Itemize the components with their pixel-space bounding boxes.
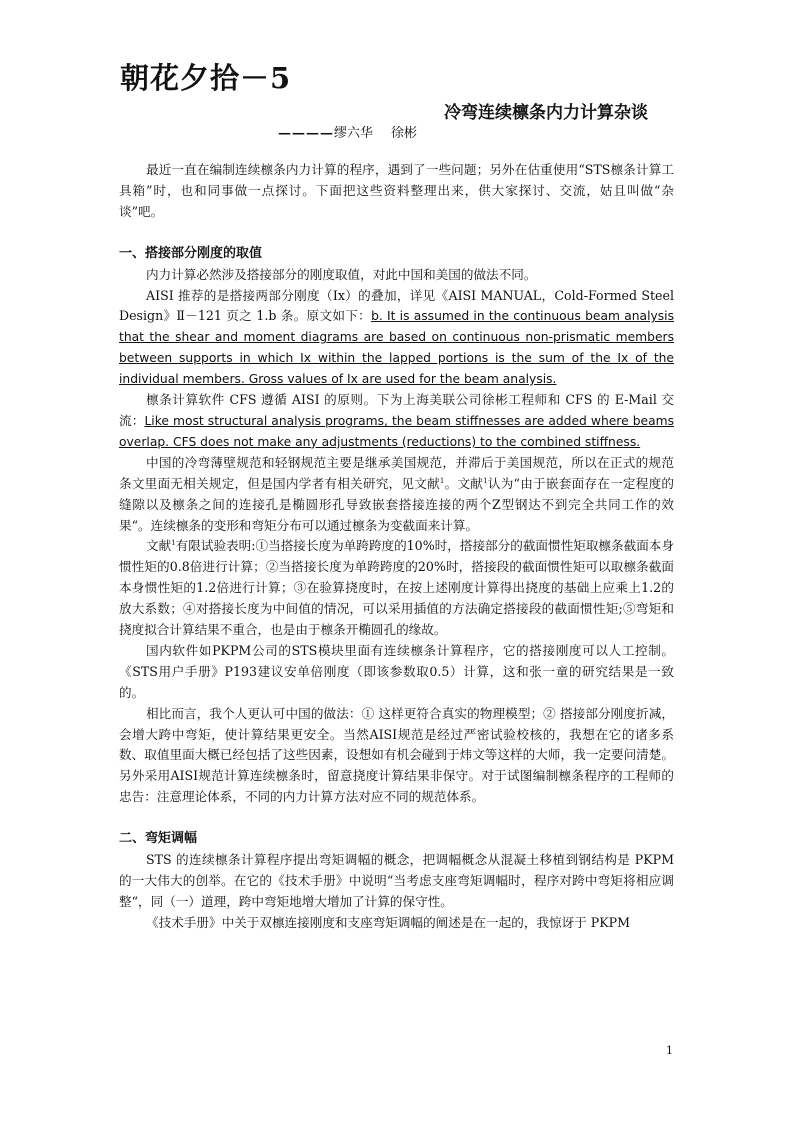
paragraph-text: 中国的冷弯薄壁规范和轻钢规范主要是继承美国规范，并滞后于美国规范，所以在正式的规范条文里面无相关规定，但是国内学者有相关研究，见文献	[119, 454, 674, 491]
paragraph-text: 檩条计算软件 CFS 遵循 AISI 的原则。下为上海美联公司徐彬工程师和 CFS 的 E-Mail 交流：	[119, 392, 674, 428]
author-name-1: 缪六华	[334, 126, 374, 141]
reference-mark: 1	[483, 476, 488, 485]
paragraph: 内力计算必然涉及搭接部分的刚度取值，对此中国和美国的做法不同。	[146, 266, 537, 282]
quoted-english-text: b. It is assumed in the continuous beam analysis that the shear and moment diagrams are based on continuous non-prismatic members between supports in which Ix within the lapped portions is the sum of the Ix of the individual members. Gross values of Ix are used for the beam analysis.	[119, 309, 674, 387]
series-title: 朝花夕拾－5	[120, 61, 292, 95]
intro-paragraph: 最近一直在编制连续檩条内力计算的程序，遇到了一些问题；另外在估重使用“STS檩条计算工具箱”时，也和同事做一点探讨。下面把这些资料整理出来，供大家探讨、交流，姑且叫做“杂谈”吧。	[119, 162, 674, 219]
paragraph-text: 有限试验表明:①当搭接长度为单跨跨度的10%时，搭接部分的截面惯性矩取檩条截面本身惯性矩的0.8倍进行计算；②当搭接长度为单跨跨度的20%时，搭接段的截面惯性矩可以取檩条截面本身惯性矩的1.2倍进行计算；③在验算挠度时，在按上述刚度计算得出挠度的基础上应乘上1.2的放大系数；④对搭接长度为中间值的情况，可以采用插值的方法确定搭接段的截面惯性矩;⑤弯矩和挠度拟合计算结果不重合，也是由于檩条开椭圆孔的缘故。	[119, 538, 674, 638]
quoted-english-text: Like most structural analysis programs, the beam stiffnesses are added where beams overlap. CFS does not make any adjustments (reductions) to the combined stiffness.	[119, 413, 674, 449]
section-heading-2: 二、弯矩调幅	[119, 831, 198, 847]
author-dash: ————	[278, 126, 334, 141]
author-line	[278, 122, 417, 141]
reference-mark: 1	[439, 476, 445, 485]
paragraph-text: 认为“由于嵌套面存在一定程度的缝隙以及檩条之间的连接孔是椭圆形孔导致嵌套搭接连接的两个Z型钢达不到完全共同工作的效果“。连续檩条的变形和弯矩分布可以通过檩条为变截面来计算。	[119, 475, 675, 533]
article-title: 冷弯连续檩条内力计算杂谈	[444, 103, 648, 123]
paragraph: 相比而言，我个人更认可中国的做法：① 这样更符合真实的物理模型；② 搭接部分刚度折减，会增大跨中弯矩，使计算结果更安全。当然AISI规范是经过严密试验校核的，我想在它的诸多系数、取值里面大概已经包括了这些因素，设想如有机会碰到于炜文等这样的大师，我一定要问清楚。另外采用AISI规范计算连续檩条时，留意挠度计算结果非保守。对于试图编制檩条程序的工程师的忠告：注意理论体系，不同的内力计算方法对应不同的规范体系。	[119, 705, 674, 805]
reference-mark: 1	[171, 539, 176, 548]
paragraph-aisi	[119, 286, 674, 391]
paragraph: 《技术手册》中关于双檩连接刚度和支座弯矩调幅的阐述是在一起的，我惊讶于 PKPM	[146, 914, 631, 930]
paragraph-test	[119, 536, 674, 641]
paragraph-text: AISI 推荐的是搭接两部分刚度（Ix）的叠加，详见《AISI MANUAL，Cold-Formed Steel Design》Ⅱ－121 页之 1.b 条。原文如下：	[119, 287, 674, 324]
paragraph: 国内软件如PKPM公司的STS模块里面有连续檩条计算程序，它的搭接刚度可以人工控制。《STS用户手册》P193建议安单倍刚度（即该参数取0.5）计算，这和张一童的研究结果是一致的。	[119, 642, 674, 700]
paragraph: STS 的连续檩条计算程序提出弯矩调幅的概念，把调幅概念从混凝土移植到钢结构是 PKPM 的一大伟大的创举。在它的《技术手册》中说明“当考虑支座弯矩调幅时，程序对跨中弯矩将相应调整“，同（一）道理，跨中弯矩地增大增加了计算的保守性。	[119, 852, 674, 909]
article-body	[119, 160, 674, 934]
author-name-2: 徐彬	[391, 126, 418, 141]
page-number: 1	[666, 1044, 673, 1057]
section-heading-1: 一、搭接部分刚度的取值	[119, 245, 263, 261]
paragraph-cfs	[119, 390, 674, 453]
paragraph-china	[119, 453, 674, 537]
paragraph-text: 。文献	[444, 475, 484, 491]
paragraph-text: 文献	[146, 538, 172, 554]
